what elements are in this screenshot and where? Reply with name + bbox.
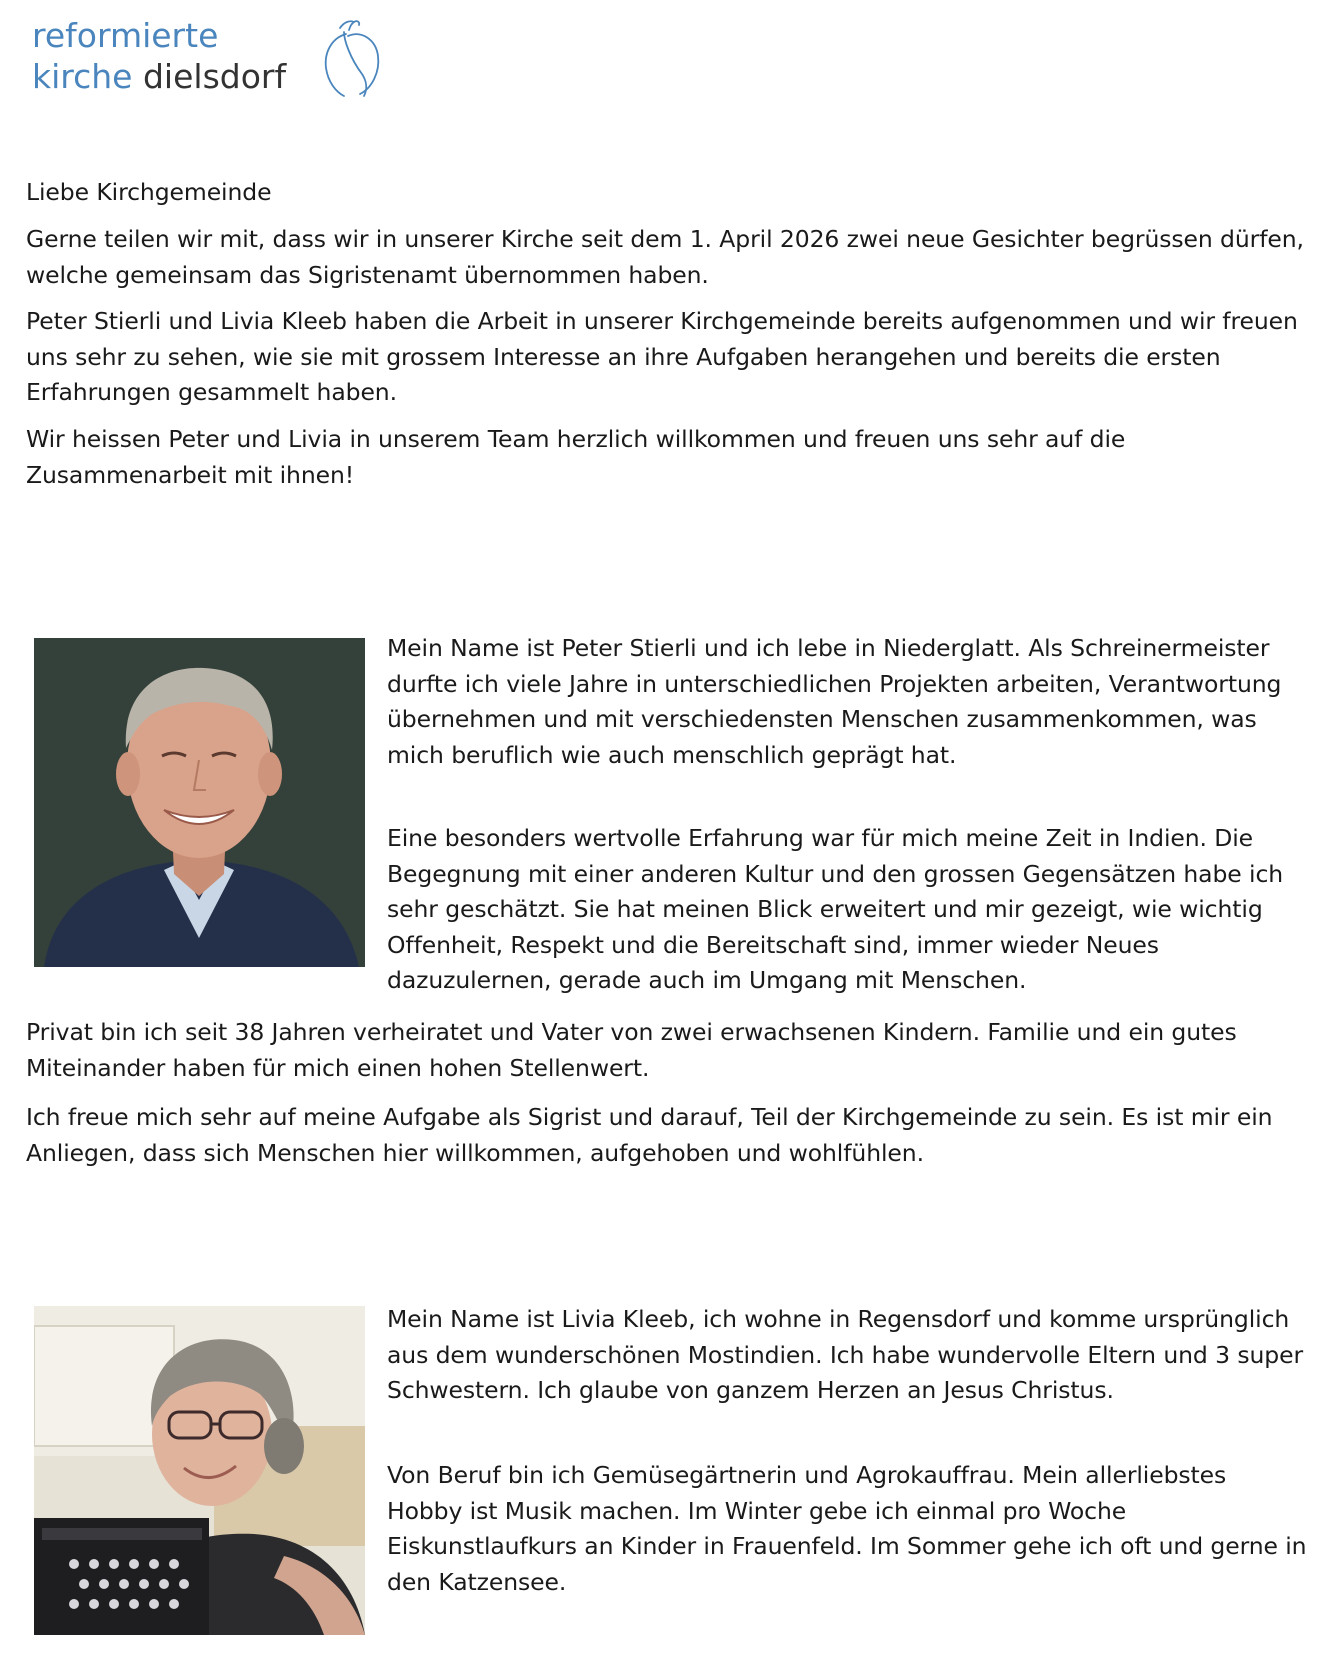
intro-paragraph-2: Peter Stierli und Livia Kleeb haben die Arbeit in unserer Kirchgemeinde bereits aufgenommen und wir freuen uns sehr zu sehen, wie sie mit grossem Interesse an ihre Aufgaben herangehen und bereits die ersten Erfahrungen gesammelt haben. [26, 307, 1298, 406]
portrait-man-image [34, 638, 365, 967]
intro-paragraph-1: Gerne teilen wir mit, dass wir in unserer Kirche seit dem 1. April 2026 zwei neue Gesichter begrüssen dürfen, welche gemeinsam das Sigristenamt übernommen haben. [26, 225, 1304, 289]
peter-paragraph-1: Mein Name ist Peter Stierli und ich lebe in Niederglatt. Als Schreinermeister durfte ich viele Jahre in unterschiedlichen Projekten arbeiten, Verantwortung übernehmen und mit verschiedensten Menschen zusammenkommen, was mich beruflich wie auch menschlich geprägt hat. [387, 634, 1282, 769]
dove-apple-logo-icon [314, 18, 386, 100]
peter-paragraph-3: Privat bin ich seit 38 Jahren verheiratet und Vater von zwei erwachsenen Kindern. Familie und ein gutes Miteinander haben für mich einen hohen Stellenwert. [26, 1018, 1237, 1082]
peter-paragraph-2: Eine besonders wertvolle Erfahrung war für mich meine Zeit in Indien. Die Begegnung mit einer anderen Kultur und den grossen Gegensätzen habe ich sehr geschätzt. Sie hat meinen Blick erweitert und mir gezeigt, wie wichtig Offenheit, Respekt und die Bereitschaft sind, immer wieder Neues dazuzulernen, gerade auch im Umgang mit Menschen. [387, 824, 1284, 994]
peter-paragraph-4: Ich freue mich sehr auf meine Aufgabe als Sigrist und darauf, Teil der Kirchgemeinde zu sein. Es ist mir ein Anliegen, dass sich Menschen hier willkommen, aufgehoben und wohlfühlen. [26, 1103, 1273, 1167]
logo-text-line2 [32, 57, 286, 97]
intro-paragraph-3: Wir heissen Peter und Livia in unserem Team herzlich willkommen und freuen uns sehr auf die Zusammenarbeit mit ihnen! [26, 425, 1126, 489]
livia-kleeb-photo [34, 1306, 365, 1635]
logo-text-kirche: kirche [32, 57, 133, 96]
logo-text-dielsdorf: dielsdorf [142, 57, 287, 96]
greeting: Liebe Kirchgemeinde [26, 178, 272, 206]
livia-paragraph-2: Von Beruf bin ich Gemüsegärtnerin und Agrokauffrau. Mein allerliebstes Hobby ist Musik machen. Im Winter gebe ich einmal pro Woche Eiskunstlaufkurs an Kinder in Frauenfeld. Im Sommer gehe ich oft und gerne in den Katzensee. [387, 1461, 1307, 1596]
logo-text-reformierte: reformierte [32, 16, 219, 55]
church-logo [32, 16, 392, 106]
portrait-woman-accordion-image [34, 1306, 365, 1635]
livia-paragraph-1: Mein Name ist Livia Kleeb, ich wohne in Regensdorf und komme ursprünglich aus dem wunderschönen Mostindien. Ich habe wundervolle Eltern und 3 super Schwestern. Ich glaube von ganzem Herzen an Jesus Christus. [387, 1305, 1304, 1404]
peter-stierli-photo [34, 638, 365, 967]
